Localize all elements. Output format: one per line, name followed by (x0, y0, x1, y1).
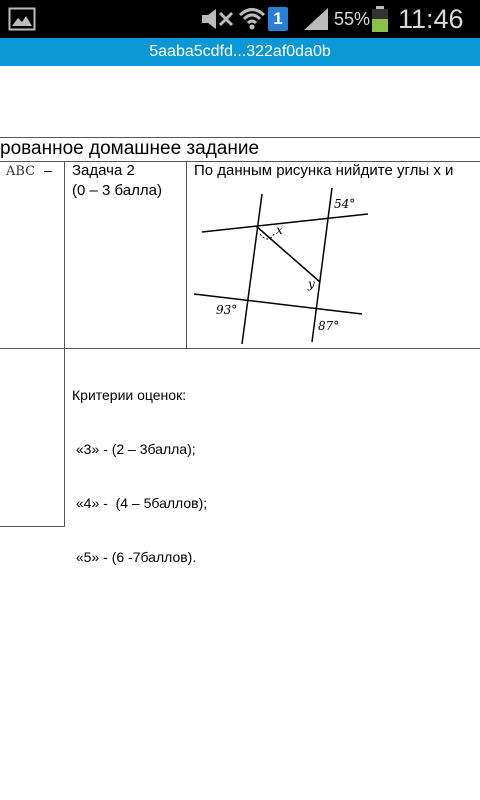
criteria-title: Критерии оценок: (72, 387, 187, 403)
angle-87-label: 87° (318, 319, 340, 333)
criteria-line-5: «5» - (6 -7баллов). (72, 549, 197, 565)
left-parallel (242, 194, 262, 344)
col1-border (64, 161, 65, 527)
table-bottom-border (0, 526, 65, 527)
criteria-line-3: «3» - (2 – 3балла); (72, 441, 196, 457)
document-view[interactable] (0, 66, 480, 800)
criteria-line-4: «4» - (4 – 5баллов); (72, 495, 208, 511)
mute-icon (200, 0, 234, 38)
clock: 11:46 (398, 3, 464, 34)
battery-percent: 55% (334, 8, 371, 29)
task-points: (0 – 3 балла) (72, 182, 162, 199)
sim-icon (268, 0, 288, 38)
diagonal-segment (256, 226, 320, 282)
col2-border (186, 161, 187, 349)
title-bar (0, 38, 480, 66)
geometry-figure (190, 184, 370, 348)
abc-label: ABC (6, 164, 36, 179)
task-question: По данным рисунка нийдите углы х и (194, 162, 454, 179)
angle-y-label: y (308, 277, 315, 291)
sim-number: 1 (268, 7, 288, 31)
angle-x-label: x (276, 223, 283, 237)
row1-bottom-border (0, 348, 480, 349)
top-transversal (202, 214, 368, 232)
task-title: Задача 2 (72, 162, 135, 179)
document-title: 5aaba5cdfd...322af0da0b (149, 43, 331, 60)
angle-93-label: 93° (216, 303, 238, 317)
grading-criteria (72, 350, 207, 602)
battery-icon (370, 0, 390, 38)
dash-label: – (44, 162, 52, 178)
angle-54-label: 54° (334, 197, 356, 211)
section-heading: рованное домашнее задание (0, 138, 260, 159)
wifi-icon (238, 0, 266, 38)
signal-icon (302, 0, 330, 38)
gallery-icon (8, 0, 36, 38)
status-bar (0, 0, 480, 38)
